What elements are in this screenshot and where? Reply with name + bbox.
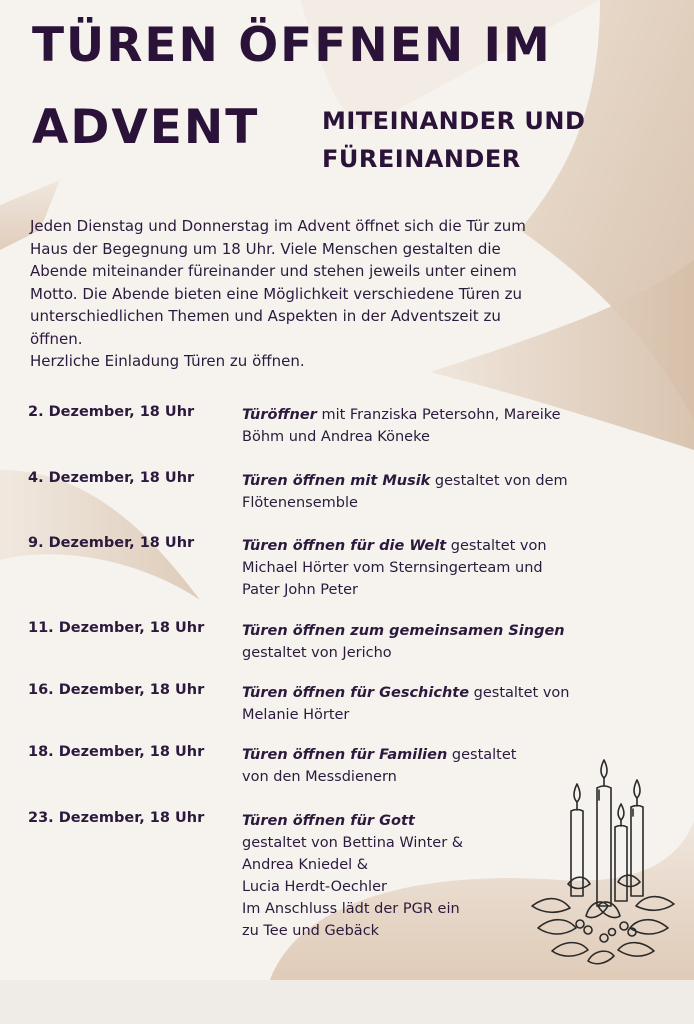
- event-title: Türen öffnen mit Musik: [242, 473, 431, 489]
- event-detail-line: Andrea Kniedel &: [242, 857, 369, 873]
- event-detail-line: von den Messdienern: [242, 769, 397, 785]
- event-title: Türen öffnen für die Welt: [242, 538, 447, 554]
- event-detail-line: Lucia Herdt-Oechler: [242, 879, 387, 895]
- event-date: 2. Dezember, 18 Uhr: [28, 404, 195, 420]
- event-detail-line: Pater John Peter: [242, 582, 359, 598]
- event-description: [242, 620, 672, 664]
- intro-text: [30, 215, 670, 373]
- event-title: Türen öffnen für Gott: [242, 813, 415, 829]
- intro-line: Motto. Die Abende bieten eine Möglichkeit verschiedene Türen zu: [30, 284, 523, 303]
- event-description: [242, 404, 672, 448]
- event-detail-line: Im Anschluss lädt der PGR ein: [242, 901, 460, 917]
- event-detail: gestaltet von: [446, 538, 547, 554]
- event-title: Türen öffnen für Familien: [242, 747, 448, 763]
- subtitle: [322, 102, 682, 178]
- event-detail-line: Melanie Hörter: [242, 707, 350, 723]
- intro-line: Jeden Dienstag und Donnerstag im Advent öffnet sich die Tür zum: [30, 217, 526, 235]
- event-title: Türen öffnen für Geschichte: [242, 685, 470, 701]
- event-detail-line: Michael Hörter vom Sternsingerteam und: [242, 560, 543, 576]
- title-line-2: ADVENT: [32, 100, 260, 155]
- event-date: 9. Dezember, 18 Uhr: [28, 535, 195, 551]
- event-description: [242, 535, 672, 601]
- event-detail: gestaltet: [447, 747, 517, 763]
- intro-line: Abende miteinander füreinander und stehen jeweils unter einem: [30, 262, 517, 280]
- subtitle-line-1: MITEINANDER UND: [322, 107, 586, 135]
- event-detail-line: zu Tee und Gebäck: [242, 923, 380, 939]
- event-date: 16. Dezember, 18 Uhr: [28, 682, 205, 698]
- event-detail: gestaltet von dem: [430, 473, 568, 489]
- event-detail-line: gestaltet von Bettina Winter &: [242, 835, 464, 851]
- event-detail-line: Flötenensemble: [242, 495, 358, 511]
- event-detail: gestaltet von: [469, 685, 570, 701]
- event-description: [242, 470, 672, 514]
- event-date: 4. Dezember, 18 Uhr: [28, 470, 195, 486]
- event-detail-line: gestaltet von Jericho: [242, 645, 392, 661]
- advent-wreath-candles-icon: [528, 756, 678, 966]
- event-title: Türöffner: [242, 407, 317, 423]
- event-detail-line: Böhm und Andrea Köneke: [242, 429, 430, 445]
- event-date: 11. Dezember, 18 Uhr: [28, 620, 205, 636]
- title-line-1: TÜREN ÖFFNEN IM: [32, 18, 552, 73]
- intro-line: öffnen.: [30, 329, 83, 348]
- event-date: 23. Dezember, 18 Uhr: [28, 810, 205, 826]
- event-description: [242, 682, 672, 726]
- intro-line: Haus der Begegnung um 18 Uhr. Viele Menschen gestalten die: [30, 239, 501, 258]
- subtitle-line-2: FÜREINANDER: [322, 145, 521, 173]
- intro-line: unterschiedlichen Themen und Aspekten in der Adventszeit zu: [30, 307, 501, 325]
- intro-line: Herzliche Einladung Türen zu öffnen.: [30, 352, 305, 370]
- event-detail: mit Franziska Petersohn, Mareike: [316, 407, 561, 423]
- bottom-margin: [0, 980, 694, 1024]
- event-date: 18. Dezember, 18 Uhr: [28, 744, 205, 760]
- event-title: Türen öffnen zum gemeinsamen Singen: [242, 623, 565, 639]
